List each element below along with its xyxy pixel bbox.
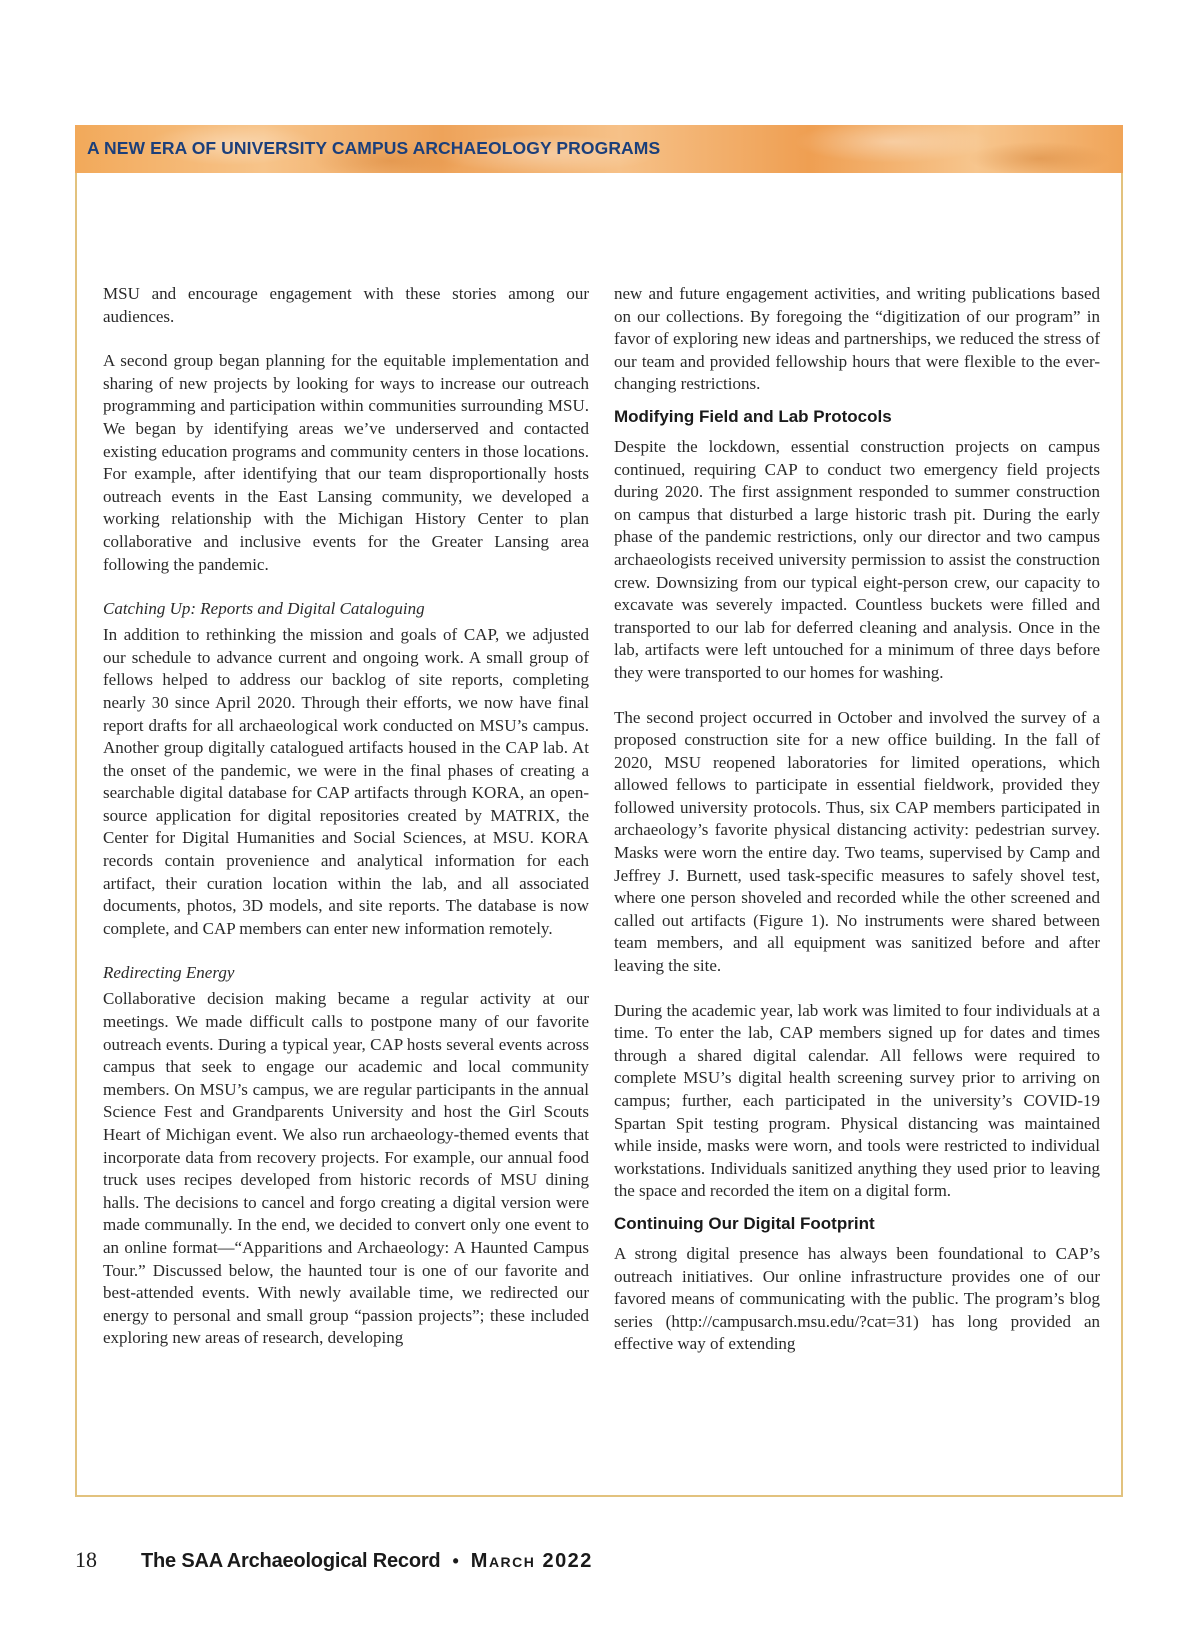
paragraph: A second group began planning for the equitable implementation and sharing of new projects by looking for ways to increase our outreach programming and participation within communities surrounding MSU. We began by identifying areas we’ve underserved and contacted existing education programs and community centers in those locations. For example, after identifying that our team disproportionally hosts outreach events in the East Lansing community, we developed a working relationship with the Michigan History Center to plan collaborative and inclusive events for the Greater Lansing area following the pandemic. — [103, 351, 589, 574]
paragraph: Despite the lockdown, essential construction projects on campus continued, requiring CAP to conduct two emergency field projects during 2020. The first assignment responded to summer construction on campus that disturbed a large historic trash pit. During the early phase of the pandemic restrictions, only our director and two campus archaeologists received university permission to assist the construction crew. Downsizing from our typical eight-person crew, our capacity to excavate was severely impacted. Countless buckets were filled and transported to our lab for deferred cleaning and analysis. Once in the lab, artifacts were left untouched for a minimum of three days before they were transported to our homes for washing. — [614, 436, 1100, 682]
paragraph: In addition to rethinking the mission and goals of CAP, we adjusted our schedule to advance current and ongoing work. A small group of fellows helped to address our backlog of site reports, completing nearly 30 since April 2020. Through their efforts, we now have final report drafts for all archaeological work conducted on MSU’s campus. Another group digitally catalogued artifacts housed in the CAP lab. At the onset of the pandemic, we were in the final phases of creating a searchable digital database for CAP artifacts through KORA, an open-source application for digital repositories created by MATRIX, the Center for Digital Humanities and Social Sciences, at MSU. KORA records contain provenience and analytical information for each artifact, their curation location within the lab, and all associated documents, photos, 3D models, and site reports. The database is now complete, and CAP members can enter new information remotely. — [103, 625, 589, 938]
paragraph: new and future engagement activities, and writing publications based on our collections. By foregoing the “digitization of our program” in favor of exploring new ideas and partnerships, we reduced the stress of our team and provided fellowship hours that were flexible to the ever-changing restrictions. — [614, 284, 1100, 394]
paragraph: The second project occurred in October and involved the survey of a proposed construction site for a new office building. In the fall of 2020, MSU reopened laboratories for limited operations, which allowed fellows to participate in essential fieldwork, provided they followed university protocols. Thus, six CAP members participated in archaeology’s favorite physical distancing activity: pedestrian survey. Masks were worn the entire day. Two teams, supervised by Camp and Jeffrey J. Burnett, used task-specific measures to safely shovel test, where one person shoveled and recorded while the other screened and called out artifacts (Figure 1). No instruments were shared between team members, and all equipment was sanitized before and after leaving the site. — [614, 707, 1100, 976]
paragraph: A strong digital presence has always been foundational to CAP’s outreach initiatives. Our online infrastructure provides one of our favored means of communicating with the public. The program’s blog series (http://campusarch.msu.edu/?cat=31) has long provided an effective way of extending — [614, 1243, 1100, 1354]
journal-title: The SAA Archaeological Record — [141, 1550, 441, 1572]
section-title: A NEW ERA OF UNIVERSITY CAMPUS ARCHAEOLOGY PROGRAMS — [87, 138, 661, 158]
heading-field-lab-protocols: Modifying Field and Lab Protocols — [614, 406, 892, 426]
left-column — [103, 283, 589, 1350]
bullet-separator: • — [452, 1551, 459, 1571]
paragraph: Collaborative decision making became a regular activity at our meetings. We made difficult calls to postpone many of our favorite outreach events. During a typical year, CAP hosts several events across campus that seek to engage our academic and local community members. On MSU’s campus, we are regular participants in the annual Science Fest and Grandparents University and host the Girl Scouts Heart of Michigan event. We also run archaeology-themed events that incorporate data from recovery projects. For example, our annual food truck uses recipes developed from historic records of MSU dining halls. The decisions to cancel and forgo creating a digital version were made communally. In the end, we decided to convert only one event to an online format—“Apparitions and Archaeology: A Haunted Campus Tour.” Discussed below, the haunted tour is one of our favorite and best-attended events. With newly available time, we redirected our energy to personal and small group “passion projects”; these included exploring new areas of research, developing — [103, 989, 589, 1348]
paragraph: During the academic year, lab work was limited to four individuals at a time. To enter the lab, CAP members signed up for dates and times through a shared digital calendar. All fellows were required to complete MSU’s digital health screening survey prior to arriving on campus; further, each participated in the university’s COVID-19 Spartan Spit testing program. Physical distancing was maintained while inside, masks were worn, and tools were restricted to individual workstations. Individuals sanitized anything they used prior to leaving the space and recorded the item on a digital form. — [614, 1000, 1100, 1201]
page-footer — [75, 1547, 593, 1577]
right-column — [614, 283, 1100, 1356]
section-banner — [75, 125, 1123, 173]
heading-digital-footprint: Continuing Our Digital Footprint — [614, 1213, 875, 1233]
paragraph: MSU and encourage engagement with these stories among our audiences. — [103, 284, 589, 326]
subheading-redirecting-energy: Redirecting Energy — [103, 963, 235, 983]
page-number: 18 — [75, 1547, 97, 1572]
subheading-catching-up: Catching Up: Reports and Digital Cataloguing — [103, 599, 425, 619]
issue-date: March 2022 — [470, 1550, 593, 1572]
